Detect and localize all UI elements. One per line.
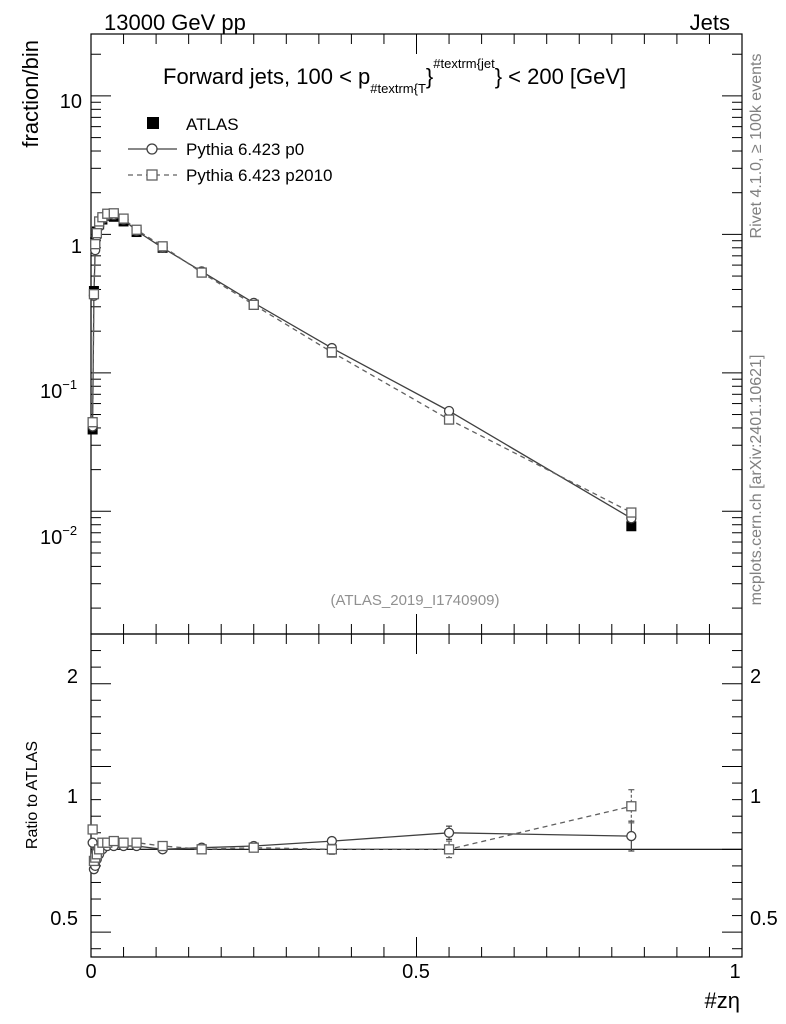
main-point-s2-0 bbox=[88, 418, 97, 427]
x-tick-label-1: 1 bbox=[729, 961, 741, 983]
x-tick-label-0.5: 0.5 bbox=[402, 961, 430, 983]
y-tick-label-0.01 bbox=[40, 523, 77, 549]
ratio-point-s0-15 bbox=[627, 832, 636, 841]
ratio-ticks bbox=[91, 634, 742, 957]
ratio-y-tick-label-0.5: 0.5 bbox=[50, 908, 78, 930]
ratio-y-axis-label: Ratio to ATLAS bbox=[24, 740, 41, 850]
main-series-line-1 bbox=[93, 215, 632, 518]
ratio-point-s1-8 bbox=[119, 838, 128, 847]
ratio-point-s1-13 bbox=[327, 845, 336, 854]
main-point-s2-2 bbox=[91, 240, 100, 249]
title-close-sub: } bbox=[425, 64, 434, 89]
y-tick-exp-0.1: −1 bbox=[62, 377, 78, 392]
main-point-s2-8 bbox=[119, 214, 128, 223]
main-title bbox=[163, 56, 626, 96]
x-tick-label-0: 0 bbox=[85, 961, 97, 983]
ratio-point-s1-9 bbox=[132, 838, 141, 847]
main-y-axis-label: fraction/bin bbox=[18, 40, 43, 148]
main-point-s1-14 bbox=[445, 407, 454, 416]
ratio-point-s1-0 bbox=[88, 825, 97, 834]
main-point-s2-11 bbox=[197, 268, 206, 277]
ratio-frame bbox=[91, 634, 742, 957]
ratio-y-tick-label-right-1: 1 bbox=[750, 786, 762, 808]
ratio-y-tick-label-2: 2 bbox=[66, 666, 78, 688]
ratio-point-s1-11 bbox=[197, 845, 206, 854]
ratio-series-line-0 bbox=[93, 833, 632, 869]
main-point-s2-10 bbox=[158, 242, 167, 251]
title-prefix: Forward jets, 100 < p bbox=[163, 64, 371, 89]
ratio-point-s1-14 bbox=[445, 845, 454, 854]
analysis-id-label: (ATLAS_2019_I1740909) bbox=[330, 592, 500, 609]
title-subscript: #textrm{T bbox=[370, 81, 426, 96]
main-series bbox=[88, 209, 637, 531]
ratio-y-tick-label-1: 1 bbox=[66, 786, 78, 808]
legend-marker-p0 bbox=[147, 144, 157, 154]
ratio-series-line-1 bbox=[93, 806, 632, 861]
x-axis-label: #zη bbox=[704, 988, 740, 1013]
ratio-series bbox=[88, 790, 636, 874]
main-point-s2-12 bbox=[249, 300, 258, 309]
y-tick-label-1: 1 bbox=[70, 236, 82, 258]
title-superscript: #textrm{jet bbox=[433, 56, 495, 71]
legend bbox=[128, 115, 333, 185]
energy-label: 13000 GeV pp bbox=[104, 10, 246, 35]
ratio-y-tick-label-right-2: 2 bbox=[750, 666, 762, 688]
title-suffix: } < 200 [GeV] bbox=[494, 64, 627, 89]
ratio-panel bbox=[24, 634, 778, 1013]
main-point-s2-3 bbox=[92, 229, 101, 238]
main-point-s2-14 bbox=[445, 415, 454, 424]
main-point-s2-13 bbox=[327, 348, 336, 357]
legend-marker-atlas bbox=[147, 117, 159, 129]
ratio-y-tick-label-right-0.5: 0.5 bbox=[750, 908, 778, 930]
ratio-point-s1-10 bbox=[158, 842, 167, 851]
ratio-point-s1-7 bbox=[109, 837, 118, 846]
legend-label-p0: Pythia 6.423 p0 bbox=[186, 140, 305, 159]
main-point-s2-9 bbox=[132, 225, 141, 234]
y-tick-label-0.1 bbox=[40, 377, 77, 403]
legend-label-p2010: Pythia 6.423 p2010 bbox=[186, 166, 333, 185]
legend-label-atlas: ATLAS bbox=[186, 115, 239, 134]
rivet-label: Rivet 4.1.0, ≥ 100k events bbox=[748, 53, 765, 239]
legend-marker-p2010 bbox=[147, 170, 157, 180]
y-tick-base-0.01: 10 bbox=[40, 527, 63, 549]
main-point-s2-1 bbox=[89, 290, 98, 299]
main-panel bbox=[18, 34, 742, 634]
ratio-point-s0-14 bbox=[445, 828, 454, 837]
main-point-s2-7 bbox=[109, 209, 118, 218]
main-series-line-2 bbox=[93, 213, 632, 512]
ratio-point-s1-15 bbox=[627, 802, 636, 811]
y-tick-exp-0.01: −2 bbox=[62, 523, 78, 538]
y-tick-base-0.1: 10 bbox=[40, 381, 63, 403]
y-tick-label-10: 10 bbox=[59, 91, 82, 113]
jets-label: Jets bbox=[689, 10, 730, 35]
mcplots-label: mcplots.cern.ch [arXiv:2401.10621] bbox=[748, 354, 765, 606]
ratio-point-s1-12 bbox=[249, 843, 258, 852]
main-point-s2-15 bbox=[627, 508, 636, 517]
